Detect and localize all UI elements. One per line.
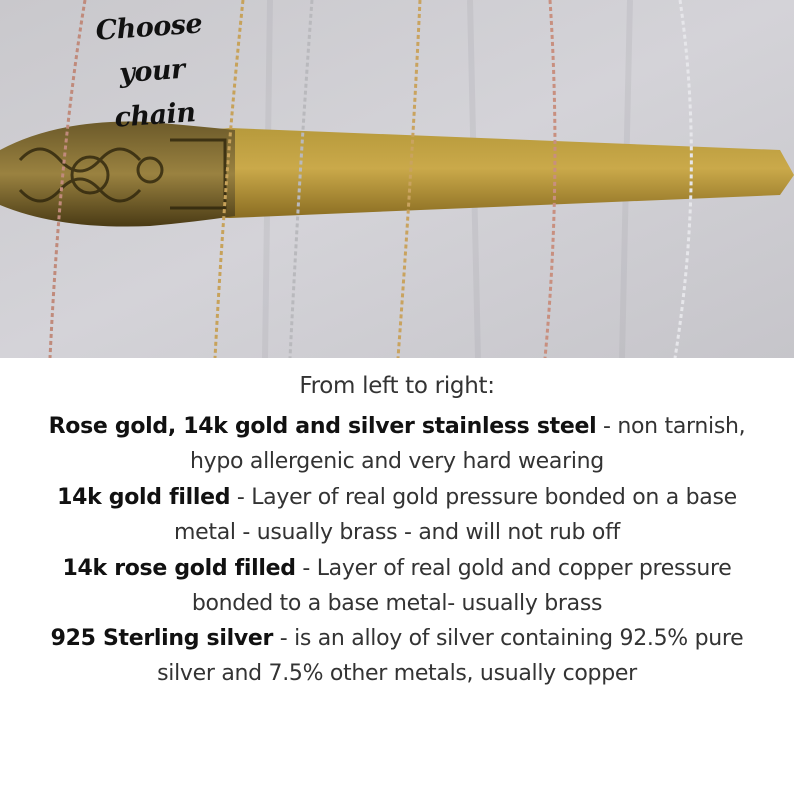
item-3-desc: - Layer of real gold and copper pressure — [295, 556, 732, 581]
item-3-line2: bonded to a base metal- usually brass — [191, 591, 603, 616]
item-2-desc: - Layer of real gold pressure bonded on a base — [230, 485, 737, 510]
item-2-line2: metal - usually brass - and will not rub off — [174, 520, 620, 545]
chain-photo — [0, 0, 794, 358]
item-4-line1 — [0, 626, 794, 651]
item-3-name: 14k rose gold filled — [62, 556, 296, 581]
photo-title-line1: Choose your — [94, 8, 204, 90]
item-4-line2: silver and 7.5% other metals, usually copper — [157, 661, 637, 686]
photo-title — [58, 0, 247, 144]
item-2-name: 14k gold filled — [57, 485, 231, 510]
item-3-line1 — [0, 556, 794, 581]
item-1-line1 — [0, 414, 794, 439]
item-1-line2: hypo allergenic and very hard wearing — [190, 449, 604, 474]
item-1-name: Rose gold, 14k gold and silver stainless steel — [48, 414, 597, 439]
item-2-line1 — [0, 485, 794, 510]
item-1-desc: - non tarnish, — [596, 414, 746, 439]
photo-title-line2: chain — [113, 97, 197, 134]
description-block — [0, 358, 794, 794]
description-heading: From left to right: — [299, 373, 495, 399]
item-4-name: 925 Sterling silver — [50, 626, 274, 651]
item-4-desc: - is an alloy of silver containing 92.5% pure — [273, 626, 744, 651]
